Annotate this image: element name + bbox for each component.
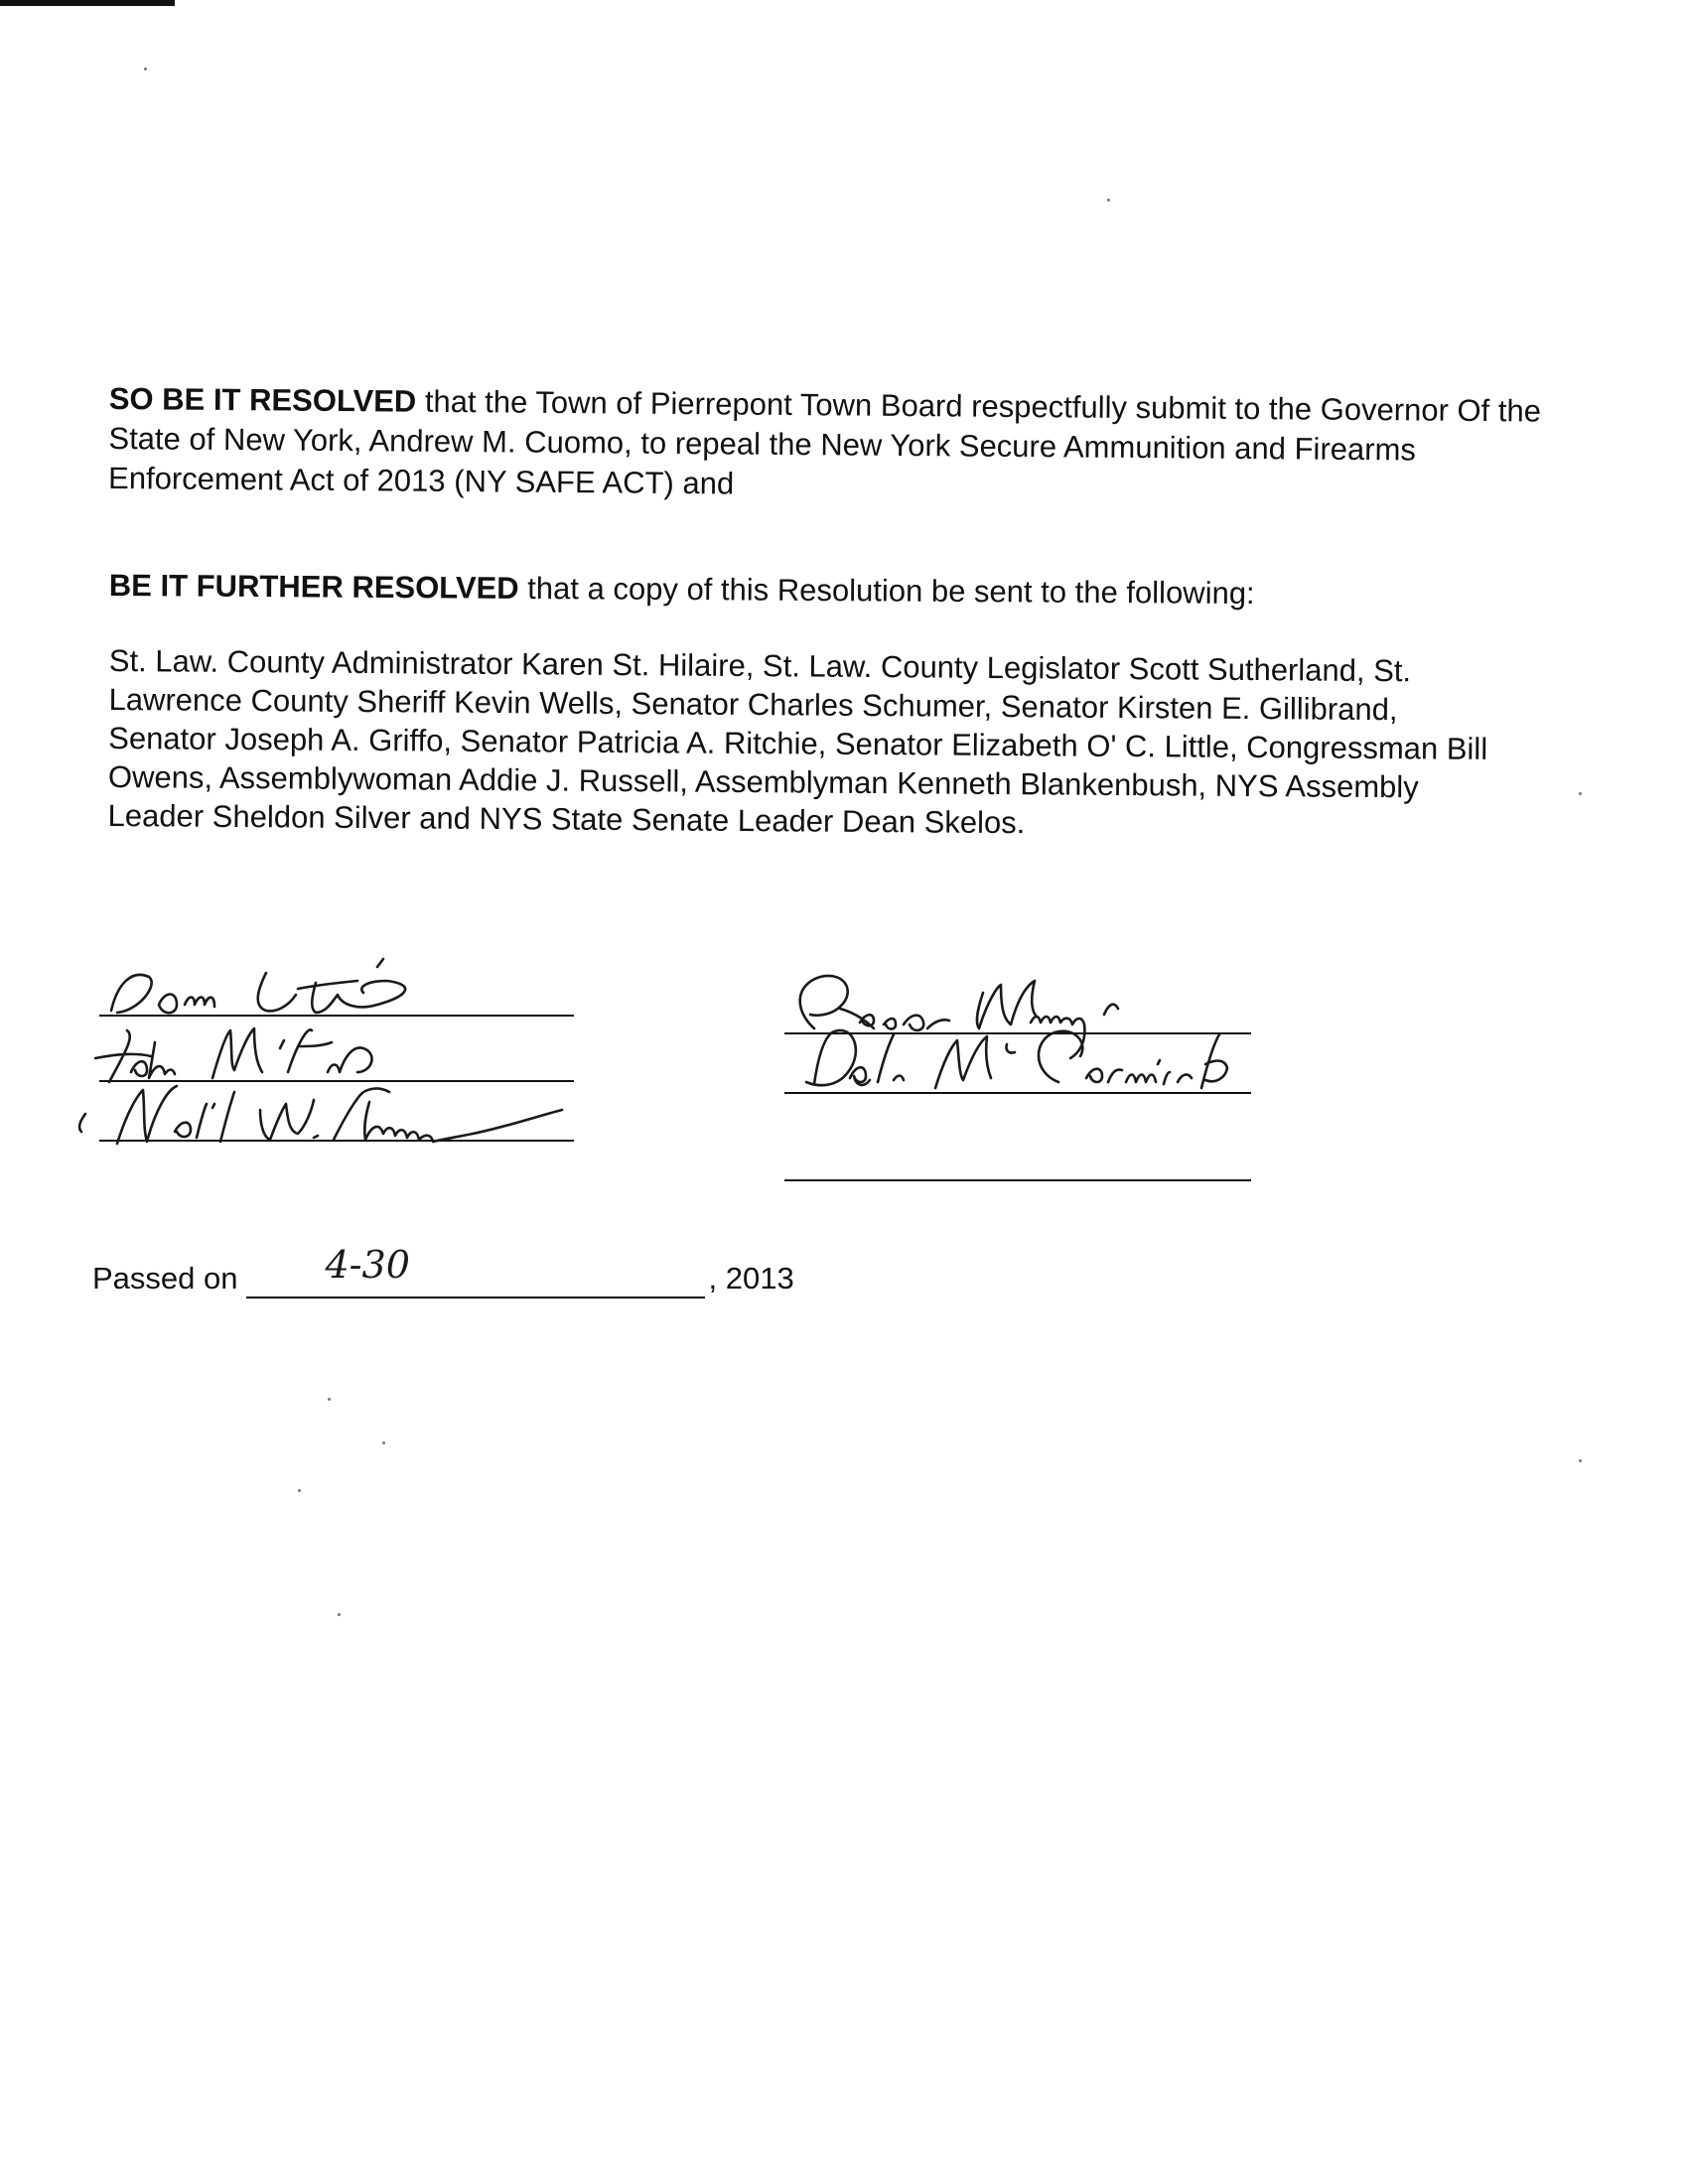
scan-speck	[298, 1489, 301, 1492]
scan-speck	[1579, 792, 1582, 795]
recipients-paragraph: St. Law. County Administrator Karen St. Hilaire, St. Law. County Legislator Scott Sutherland, St. Lawrence County Sheriff Kevin Wells, Senator Charles Schumer, Senator Kirsten E. Gillibrand, Senator Joseph A. Griffo, Senator Patricia A. Ritchie, Senator Elizabeth O' C. Little, Congressman Bill Owens, Assemblywoman Addie J. Russell, Assemblyman Kenneth Blankenbush, NYS Assembly Leader Sheldon Silver and NYS State Senate Leader Dean Skelos.	[107, 642, 1488, 841]
signature-left-3	[79, 1086, 562, 1144]
further-resolution-paragraph	[109, 566, 1569, 615]
resolution-paragraph	[108, 379, 1569, 511]
scan-speck	[144, 68, 147, 70]
signature-left-1	[111, 959, 405, 1013]
resolution-lead: SO BE IT RESOLVED	[108, 380, 417, 419]
passed-on-label: Passed on	[92, 1261, 238, 1296]
signature-left-2	[95, 1028, 372, 1082]
resolution-text: that the Town of Pierrepont Town Board respectfully submit to the Governor Of the State of New York, Andrew M. Cuomo, to repeal the New York Secure Ammunition and Firearms Enforcement Act of 2013 (NY SAFE ACT) and	[107, 383, 1542, 501]
scan-speck	[328, 1398, 331, 1401]
passed-on-row	[92, 1243, 794, 1298]
handwritten-signatures	[0, 933, 1688, 1191]
scan-speck	[1107, 199, 1110, 202]
scan-speck	[1579, 1459, 1582, 1462]
passed-date-handwritten: 4-30	[325, 1243, 410, 1287]
passed-year: , 2013	[708, 1261, 794, 1296]
signature-right-1	[800, 976, 1118, 1058]
scan-speck	[382, 1441, 385, 1444]
further-resolution-text: that a copy of this Resolution be sent to the following:	[518, 570, 1255, 612]
passed-date-blank	[246, 1243, 705, 1298]
scan-speck	[338, 1613, 341, 1616]
signature-block	[0, 933, 1688, 1191]
signature-right-2	[806, 1030, 1227, 1088]
further-resolution-lead: BE IT FURTHER RESOLVED	[108, 567, 519, 606]
scan-corner-mark	[0, 0, 175, 6]
